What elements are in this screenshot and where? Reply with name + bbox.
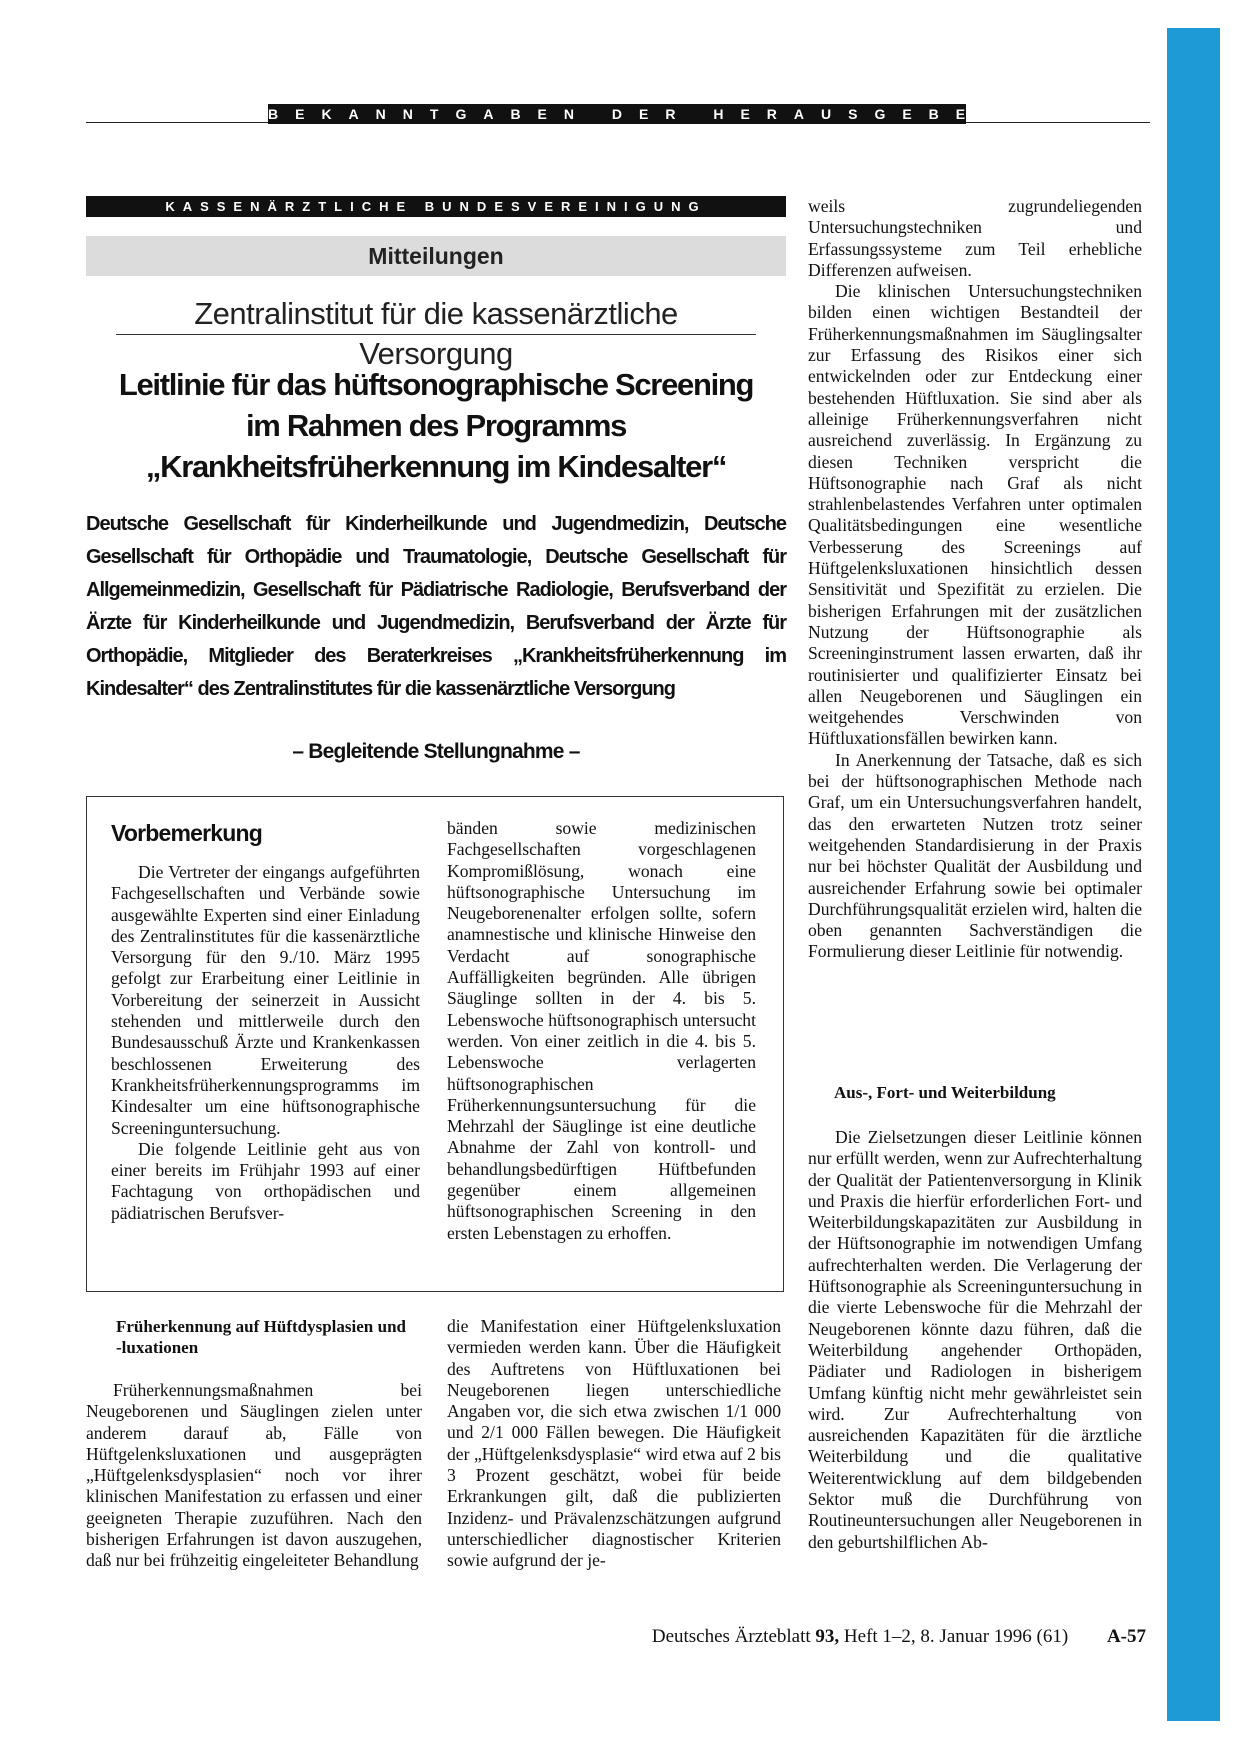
page-footer xyxy=(652,1626,1146,1648)
article-title xyxy=(86,364,786,487)
title-line: im Rahmen des Programms xyxy=(245,408,627,443)
title-line: „Krankheitsfrüherkennung im Kindesalter“ xyxy=(145,449,727,484)
paragraph: die Manifestation einer Hüftgelenksluxation vermieden werden kann. Über die Häufigkeit des Auftretens von Hüftluxationen bei Neugeborenen liegen unterschiedliche Angaben vor, die sich etwa zwischen 1/1 000 und 2/1 000 Fällen bewegen. Die Häufigkeit der „Hüftgelenksdysplasie“ wird etwa auf 2 bis 3 Prozent geschätzt, wobei für beide Erkrankungen gilt, daß die publizierten Inzidenz- und Prävalenzschätzungen aufgrund unterschiedlicher diagnostischer Kriterien sowie aufgrund der je- xyxy=(447,1316,781,1571)
paragraph: Früherkennungsmaßnahmen bei Neugeborenen und Säuglingen zielen unter anderem darauf ab, Fälle von Hüftgelenksluxationen und ausgeprägten „Hüftgelenksdysplasien“ noch vor ihrer klinischen Manifestation zu erfassen und einer geeigneten Therapie zuzuführen. Nach den bisherigen Erfahrungen ist davon auszugehen, daß nur bei frühzeitig eingeleiteter Behandlung xyxy=(86,1380,422,1571)
paragraph: Die Vertreter der eingangs aufgeführten Fachgesellschaften und Verbände sowie ausgewählte Experten sind einer Einladung des Zentralinstitutes für die kassenärztliche Versorgung für den 9./10. März 1995 gefolgt zur Erarbeitung einer Leitlinie in Vorbereitung der seinerzeit in Aussicht stehenden und mittlerweile durch den Bundesausschuß Ärzte und Krankenkassen beschlossenen Erweiterung des Krankheitsfrüherkennungsprogramms im Kindesalter um eine hüftsonographische Screeninguntersuchung. xyxy=(111,862,420,1138)
organization-banner: KASSENÄRZTLICHE BUNDESVEREINIGUNG xyxy=(86,196,786,217)
section-heading-early-detection xyxy=(116,1316,406,1358)
paragraph: weils zugrundeliegenden Untersuchungstechniken und Erfassungssysteme zum Teil erhebliche Differenzen aufweisen. xyxy=(808,196,1142,280)
right-column xyxy=(808,196,1142,963)
early-detection-column-1 xyxy=(86,1380,422,1572)
institute-name: Zentralinstitut für die kassenärztliche Versorgung xyxy=(194,296,678,371)
statement-subtitle: – Begleitende Stellungnahme – xyxy=(292,740,580,763)
issue-info: Heft 1–2, 8. Januar 1996 (61) xyxy=(843,1626,1069,1647)
preliminary-remark-left-column xyxy=(111,862,420,1224)
paragraph: Die folgende Leitlinie geht aus von einer bereits im Frühjahr 1993 auf einer Fachtagung von orthopädischen und pädiatrischen Berufsver- xyxy=(111,1138,420,1223)
institute-underline xyxy=(116,334,756,335)
paragraph: Die klinischen Untersuchungstechniken bilden einen wichtigen Bestandteil der Früherkennungsmaßnahmen im Säuglingsalter zur Erfassung des Risikos einer sich entwickelnden oder zur Entdeckung einer bestehenden Hüftluxation. Sie sind aber als alleinige Früherkennungsverfahren nicht ausreichend zuverlässig. In Ergänzung zu diesen Techniken verspricht die Hüftsonographie nach Graf als nicht strahlenbelastendes Verfahren unter optimalen Qualitätsbedingungen eine wesentliche Verbesserung des Screenings auf Hüftgelenksluxationen hinsichtlich dessen Sensitivität und Spezifität zu erzielen. Die bisherigen Erfahrungen mit der zusätzlichen Nutzung der Hüftsonographie als Screeninginstrument lassen erwarten, daß ihr routinisierter und qualifizierter Einsatz bei allen Neugeborenen und Säuglingen ein weitgehendes Verschwinden von Hüftluxationsfällen bewirken kann. xyxy=(808,281,1142,749)
paragraph: In Anerkennung der Tatsache, daß es sich bei der hüftsonographischen Methode nach Graf, um ein Untersuchungsverfahren handelt, das den erwarteten Nutzen trotz seiner weitgehenden Standardisierung in der Praxis nur bei höchster Qualität der Ausbildung und ausreichender Erfahrung sowie bei optimaler Durchführungsqualität erzielen wird, halten die oben genannten Sachverständigen die Formulierung dieser Leitlinie für notwendig. xyxy=(808,749,1142,962)
paragraph: bänden sowie medizinischen Fachgesellschaften vorgeschlagenen Kompromißlösung, wonach eine hüftsonographische Untersuchung im Neugeborenenalter erfolgen sollte, sofern anamnestische und klinische Hinweise den Verdacht auf sonographische Auffälligkeiten begründen. Alle übrigen Säuglinge sollten in der 4. bis 5. Lebenswoche hüftsonographisch untersucht werden. Von einer zeitlich in die 4. bis 5. Lebenswoche verlagerten hüftsonographischen Früherkennungsuntersuchung für die Mehrzahl der Säuglinge ist eine deutliche Abnahme der Zahl von kontroll- und behandlungsbedürftigen Hüftbefunden gegenüber einem allgemeinen hüftsonographischen Screening in den ersten Lebenstagen zu erhoffen. xyxy=(447,818,756,1243)
title-line: Leitlinie für das hüftsonographische Screening xyxy=(118,367,754,402)
preliminary-remark-right-column xyxy=(447,818,756,1244)
page-number: A-57 xyxy=(1106,1626,1146,1647)
training-column xyxy=(808,1127,1142,1553)
journal-name: Deutsches Ärzteblatt xyxy=(651,1626,811,1647)
section-heading: Früherkennung auf Hüftdysplasien und -luxationen xyxy=(116,1317,406,1357)
early-detection-column-2 xyxy=(447,1316,781,1572)
paragraph: Die Zielsetzungen dieser Leitlinie können nur erfüllt werden, wenn zur Aufrechterhaltung der Qualität der Patientenversorgung in Klinik und Praxis die hierfür erforderlichen Fort- und Weiterbildungskapazitäten zur Ausbildung in der Hüftsonographie im notwendigen Umfang aufrechterhalten werden. Die Verlagerung der Hüftsonographie als Screeninguntersuchung in die vierte Lebenswoche für die Mehrzahl der Neugeborenen könnte dazu führen, daß die Weiterbildung angehender Orthopäden, Pädiater und Radiologen in bisherigem Umfang künftig nicht mehr gewährleistet sein wird. Zur Aufrechterhaltung von ausreichenden Kapazitäten für die ärztliche Weiterbildung und die qualitative Weiterentwicklung auf dem bildgebenden Sektor muß die Durchführung von Routineuntersuchungen aller Neugeborenen in den geburtshilflichen Ab- xyxy=(808,1127,1142,1552)
section-banner: BEKANNTGABEN DER HERAUSGEBER xyxy=(268,106,1010,122)
section-heading-training xyxy=(834,1082,1134,1103)
author-list: Deutsche Gesellschaft für Kinderheilkunde und Jugendmedizin, Deutsche Gesellschaft für Orthopädie und Traumatologie, Deutsche Gesellschaft für Allgemeinmedizin, Gesellschaft für Pädiatrische Radiologie, Berufsverband der Ärzte für Kinderheilkunde und Jugendmedizin, Berufsverband der Ärzte für Orthopädie, Mitglieder des Beraterkreises „Krankheitsfrüherkennung im Kindesalter“ des Zentralinstitutes für die kassenärztliche Versorgung xyxy=(86,513,786,700)
category-label: Mitteilungen xyxy=(86,236,786,276)
section-heading: Aus-, Fort- und Weiterbildung xyxy=(834,1083,1056,1102)
blue-side-bar xyxy=(1167,28,1220,1721)
preliminary-remark-heading: Vorbemerkung xyxy=(111,820,263,846)
journal-volume: 93, xyxy=(815,1626,840,1647)
